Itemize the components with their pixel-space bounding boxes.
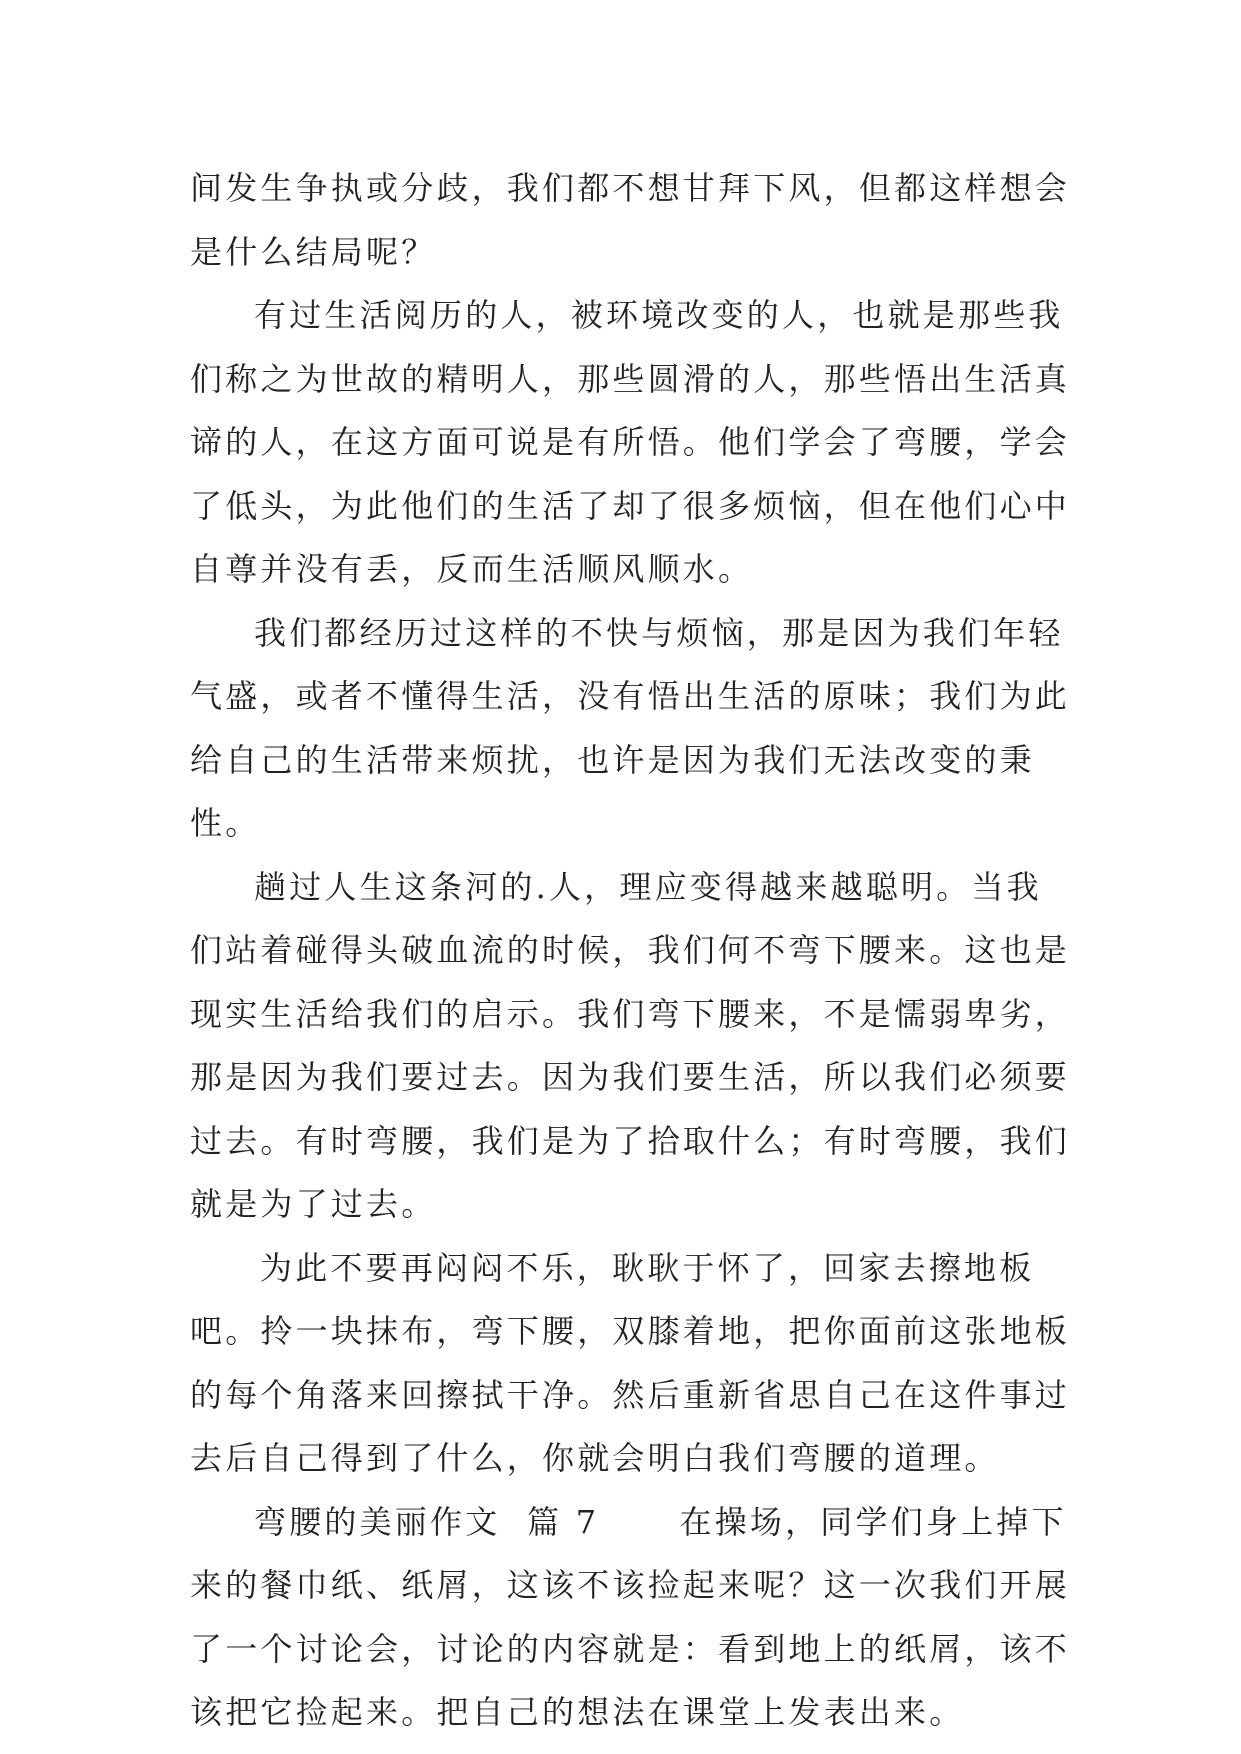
paragraph-3: 我们都经历过这样的不快与烦恼，那是因为我们年轻气盛，或者不懂得生活，没有悟出生活的原味；我们为此给自己的生活带来烦扰，也许是因为我们无法改变的秉性。 [190, 613, 1071, 842]
paragraph-2: 有过生活阅历的人，被环境改变的人，也就是那些我们称之为世故的精明人，那些圆滑的人，那些悟出生活真谛的人，在这方面可说是有所悟。他们学会了弯腰，学会了低头，为此他们的生活了却了很多烦恼，但在他们心中自尊并没有丢，反而生活顺风顺水。 [190, 296, 1071, 588]
paragraph-5: 为此不要再闷闷不乐，耿耿于怀了，回家去擦地板吧。拎一块抹布，弯下腰，双膝着地，把你面前这张地板的每个角落来回擦拭干净。然后重新省思自己在这件事过去后自己得到了什么，你就会明白我们弯腰的道理。 [190, 1248, 1071, 1477]
paragraph-4: 趟过人生这条河的.人，理应变得越来越聪明。当我们站着碰得头破血流的时候，我们何不弯下腰来。这也是现实生活给我们的启示。我们弯下腰来，不是懦弱卑劣，那是因为我们要过去。因为我们要生活，所以我们必须要过去。有时弯腰，我们是为了拾取什么；有时弯腰，我们就是为了过去。 [190, 867, 1071, 1223]
paragraph-1: 间发生争执或分歧，我们都不想甘拜下风，但都这样想会是什么结局呢？ [190, 169, 1071, 271]
paragraph-6: 弯腰的美丽作文 篇 7 在操场，同学们身上掉下来的餐巾纸、纸屑，这该不该捡起来呢？这一次我们开展了一个讨论会，讨论的内容就是：看到地上的纸屑，该不该把它捡起来。把自己的想法在课堂上发表出来。 [190, 1502, 1071, 1731]
document-body [190, 157, 1070, 1745]
